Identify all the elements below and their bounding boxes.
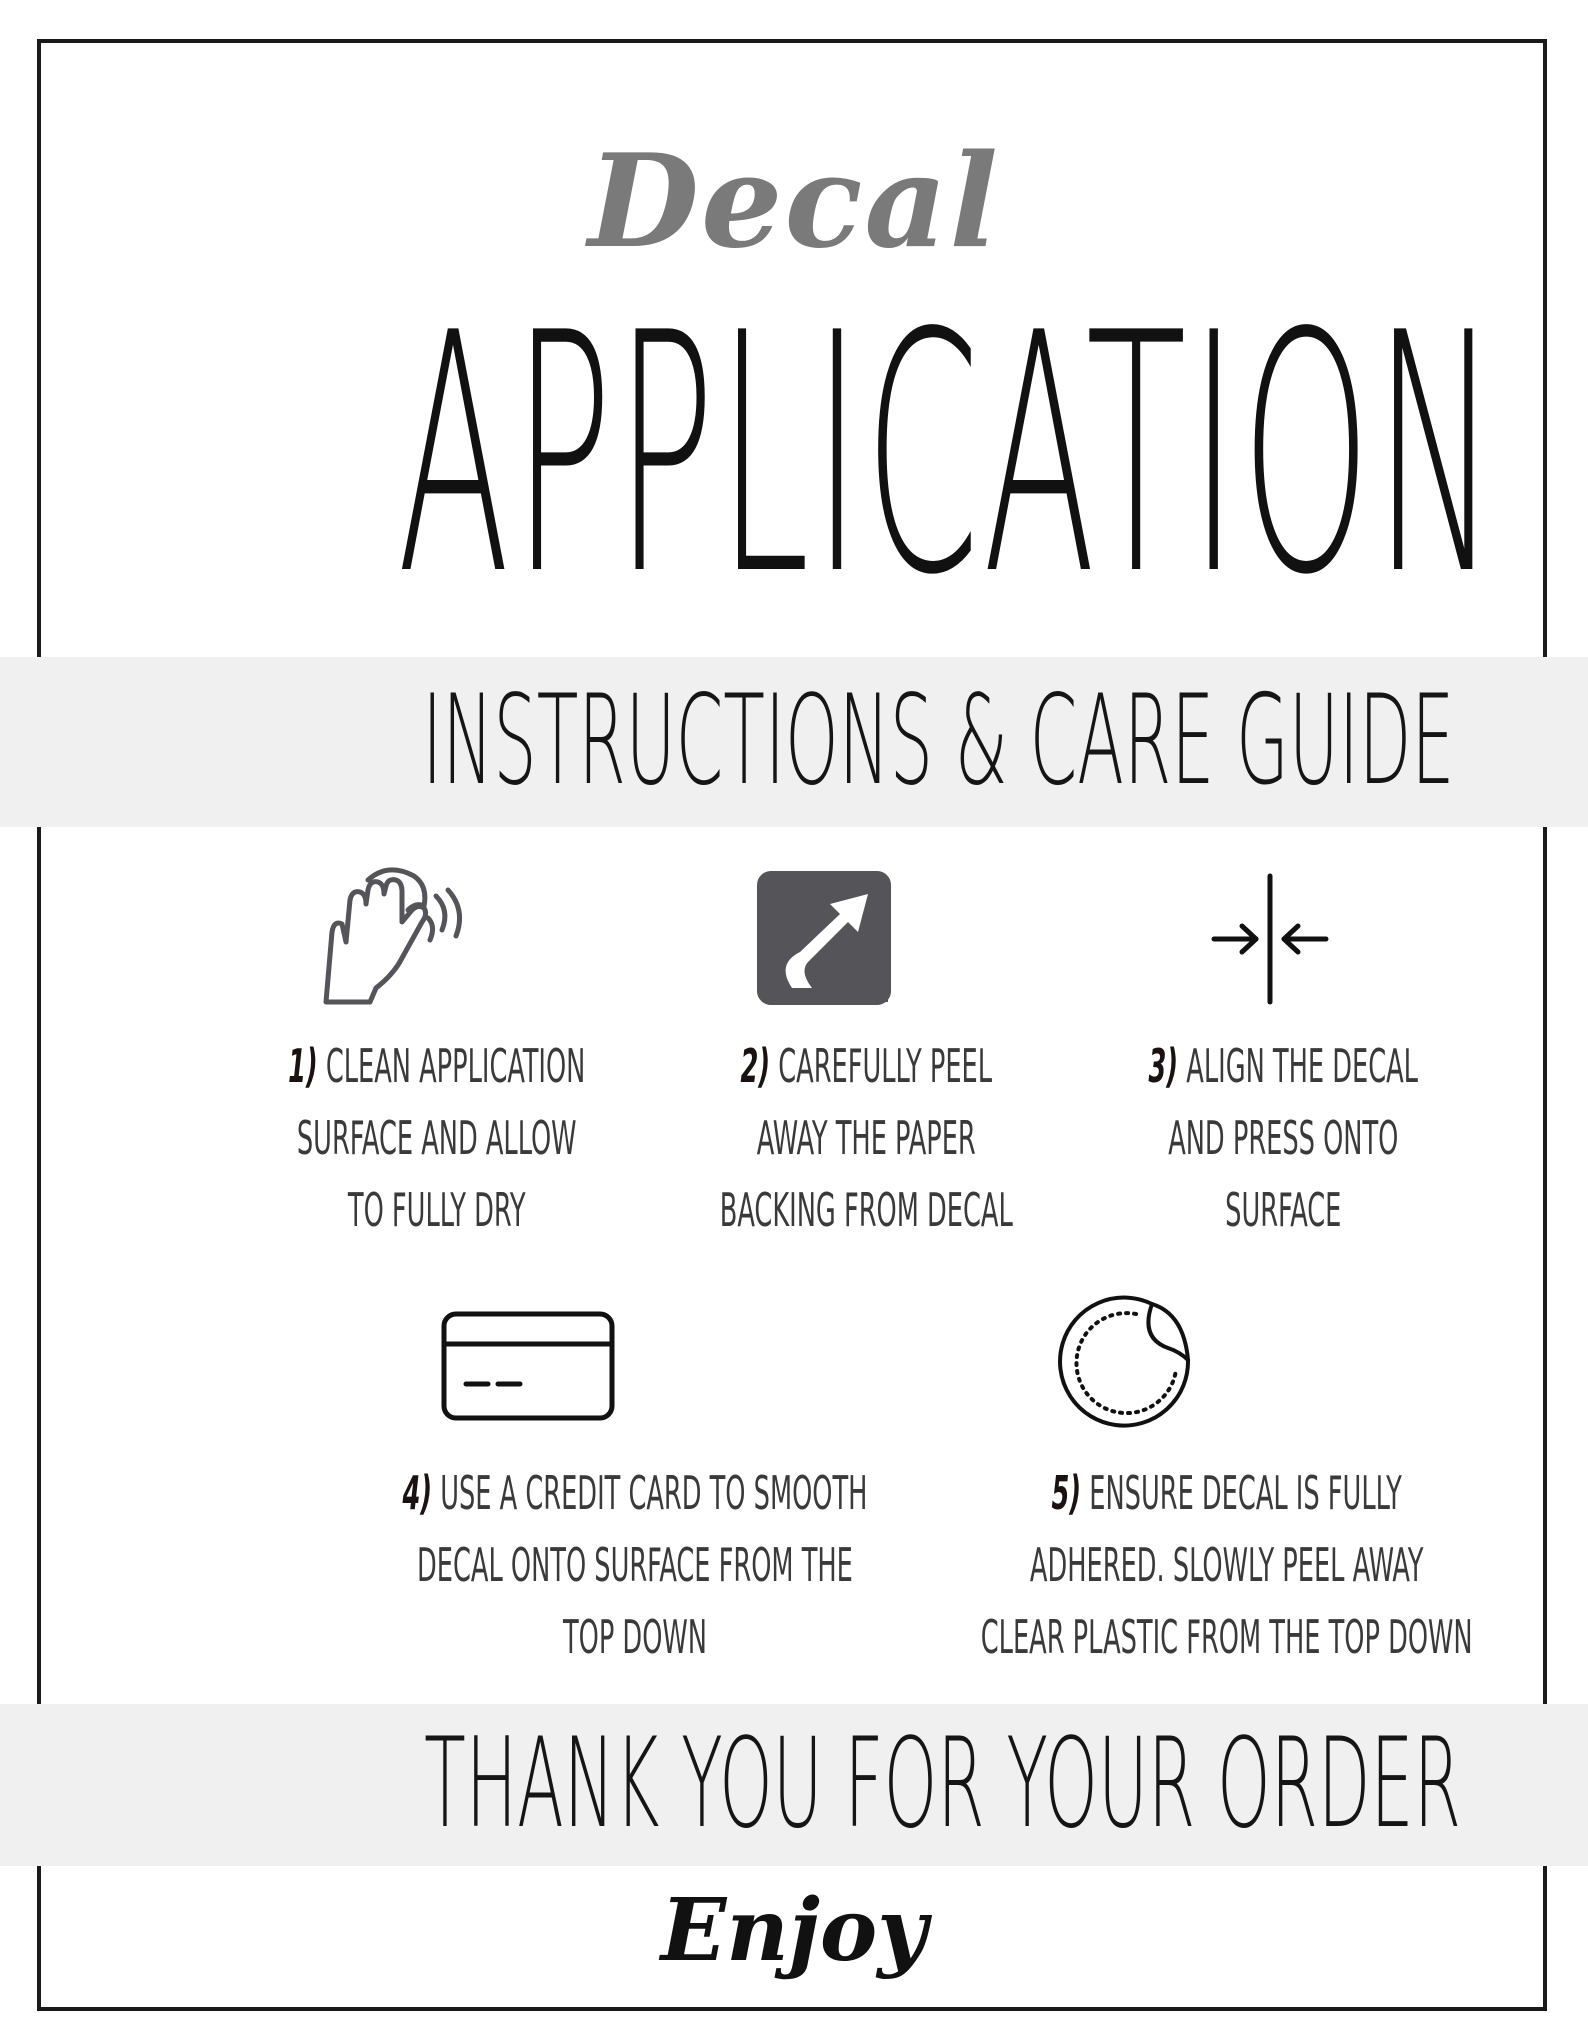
step-number: 5)	[1051, 1466, 1082, 1520]
step-text: CAREFULLY PEEL	[778, 1039, 993, 1093]
wiping-hand-icon	[318, 862, 478, 1012]
main-title: APPLICATION	[397, 263, 1501, 647]
step-1	[197, 1030, 597, 1246]
step-text: BACKING FROM DECAL	[719, 1183, 1013, 1237]
script-title: Decal	[588, 127, 1000, 277]
step-text: AWAY THE PAPER	[756, 1111, 976, 1165]
subtitle: INSTRUCTIONS & CARE GUIDE	[422, 669, 1455, 813]
step-text: CLEAR PLASTIC FROM THE TOP DOWN	[980, 1610, 1473, 1664]
thank-you-text: THANK YOU FOR YOUR ORDER	[424, 1712, 1462, 1856]
step-text: AND PRESS ONTO	[1168, 1111, 1399, 1165]
step-3	[1066, 1030, 1466, 1246]
peel-arrow-icon	[756, 870, 892, 1006]
align-arrows-icon	[1210, 872, 1330, 1006]
credit-card-icon	[440, 1310, 616, 1422]
step-number: 1)	[288, 1039, 318, 1093]
step-text: ENSURE DECAL IS FULLY	[1089, 1466, 1402, 1520]
step-number: 2)	[740, 1039, 771, 1093]
step-text: CLEAN APPLICATION	[325, 1039, 586, 1093]
step-text: ALIGN THE DECAL	[1186, 1039, 1418, 1093]
step-number: 3)	[1148, 1039, 1179, 1093]
step-text: TOP DOWN	[562, 1610, 707, 1664]
step-number: 4)	[402, 1466, 433, 1520]
step-text: SURFACE AND ALLOW	[296, 1111, 577, 1165]
step-text: DECAL ONTO SURFACE FROM THE	[417, 1538, 853, 1592]
peeling-sticker-icon	[1056, 1292, 1196, 1432]
step-2	[630, 1030, 1030, 1246]
step-text: TO FULLY DRY	[347, 1183, 526, 1237]
step-text: ADHERED. SLOWLY PEEL AWAY	[1029, 1538, 1424, 1592]
step-text: SURFACE	[1225, 1183, 1342, 1237]
thank-you-band	[0, 1704, 1588, 1866]
step-text: USE A CREDIT CARD TO SMOOTH	[440, 1466, 868, 1520]
enjoy-signoff: Enjoy	[660, 1880, 928, 1981]
subtitle-band	[0, 657, 1588, 827]
step-4	[260, 1457, 868, 1673]
step-5	[830, 1457, 1473, 1673]
